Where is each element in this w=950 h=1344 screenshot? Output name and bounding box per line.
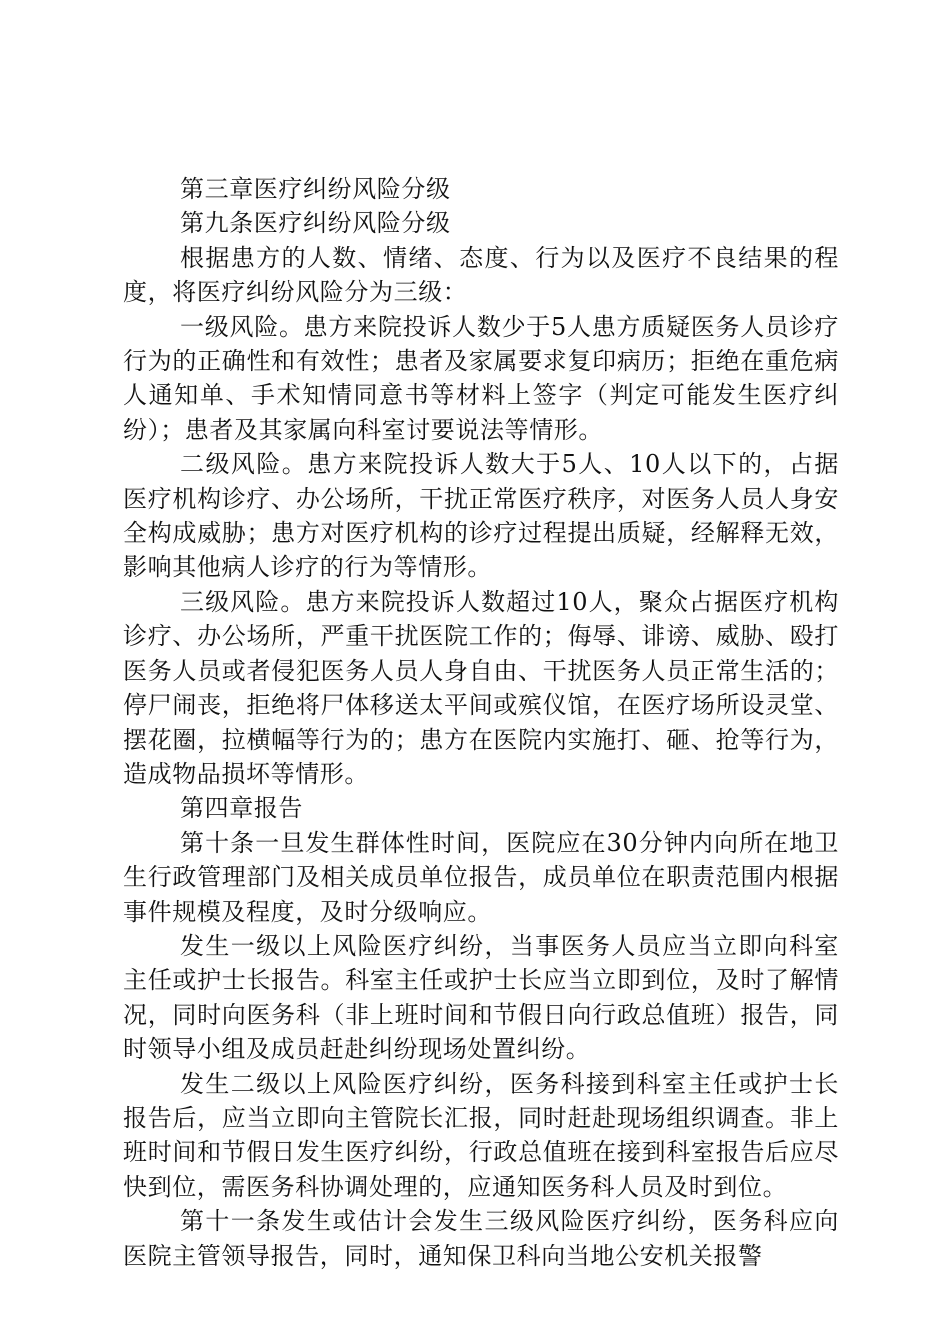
chapter-3-heading: 第三章医疗纠纷风险分级	[180, 175, 451, 203]
chapter-4-heading: 第四章报告	[180, 794, 303, 823]
paragraph-level-2-risk: 二级风险。患方来院投诉人数大于5人、10人以下的，占据医疗机构诊疗、办公场所，干扰正常医疗秩序，对医务人员人身安全构成威胁；患方对医疗机构的诊疗过程提出质疑，经解释无效，影响其他病人诊疗的行为等情形。	[123, 450, 839, 582]
paragraph-level-3-risk: 三级风险。患方来院投诉人数超过10人，聚众占据医疗机构诊疗、办公场所，严重干扰医院工作的；侮辱、诽谤、威胁、殴打医务人员或者侵犯医务人员人身自由、干扰医务人员正常生活的；停尸闹丧，拒绝将尸体移送太平间或殡仪馆，在医疗场所设灵堂、摆花圈，拉横幅等行为的；患方在医院内实施打、砸、抢等行为，造成物品损坏等情形。	[123, 587, 839, 788]
paragraph-level-1-risk: 一级风险。患方来院投诉人数少于5人患方质疑医务人员诊疗行为的正确性和有效性；患者及家属要求复印病历；拒绝在重危病人通知单、手术知情同意书等材料上签字（判定可能发生医疗纠纷）；患者及其家属向科室讨要说法等情形。	[123, 312, 839, 444]
paragraph-level-1-report: 发生一级以上风险医疗纠纷，当事医务人员应当立即向科室主任或护士长报告。科室主任或护士长应当立即到位，及时了解情况，同时向医务科（非上班时间和节假日向行政总值班）报告，同时领导小组及成员赶赴纠纷现场处置纠纷。	[123, 931, 839, 1064]
paragraph-article-10: 第十条一旦发生群体性时间，医院应在30分钟内向所在地卫生行政管理部门及相关成员单位报告，成员单位在职责范围内根据事件规模及程度，及时分级响应。	[123, 828, 839, 926]
paragraph-article-11: 第十一条发生或估计会发生三级风险医疗纠纷，医务科应向医院主管领导报告，同时，通知保卫科向当地公安机关报警	[123, 1207, 839, 1270]
document-body	[123, 172, 839, 1273]
article-9-heading: 第九条医疗纠纷风险分级	[180, 209, 451, 238]
paragraph-risk-intro: 根据患方的人数、情绪、态度、行为以及医疗不良结果的程度，将医疗纠纷风险分为三级：	[123, 243, 839, 307]
paragraph-level-2-report: 发生二级以上风险医疗纠纷，医务科接到科室主任或护士长报告后，应当立即向主管院长汇报，同时赶赴现场组织调查。非上班时间和节假日发生医疗纠纷，行政总值班在接到科室报告后应尽快到位，需医务科协调处理的，应通知医务科人员及时到位。	[123, 1069, 839, 1201]
